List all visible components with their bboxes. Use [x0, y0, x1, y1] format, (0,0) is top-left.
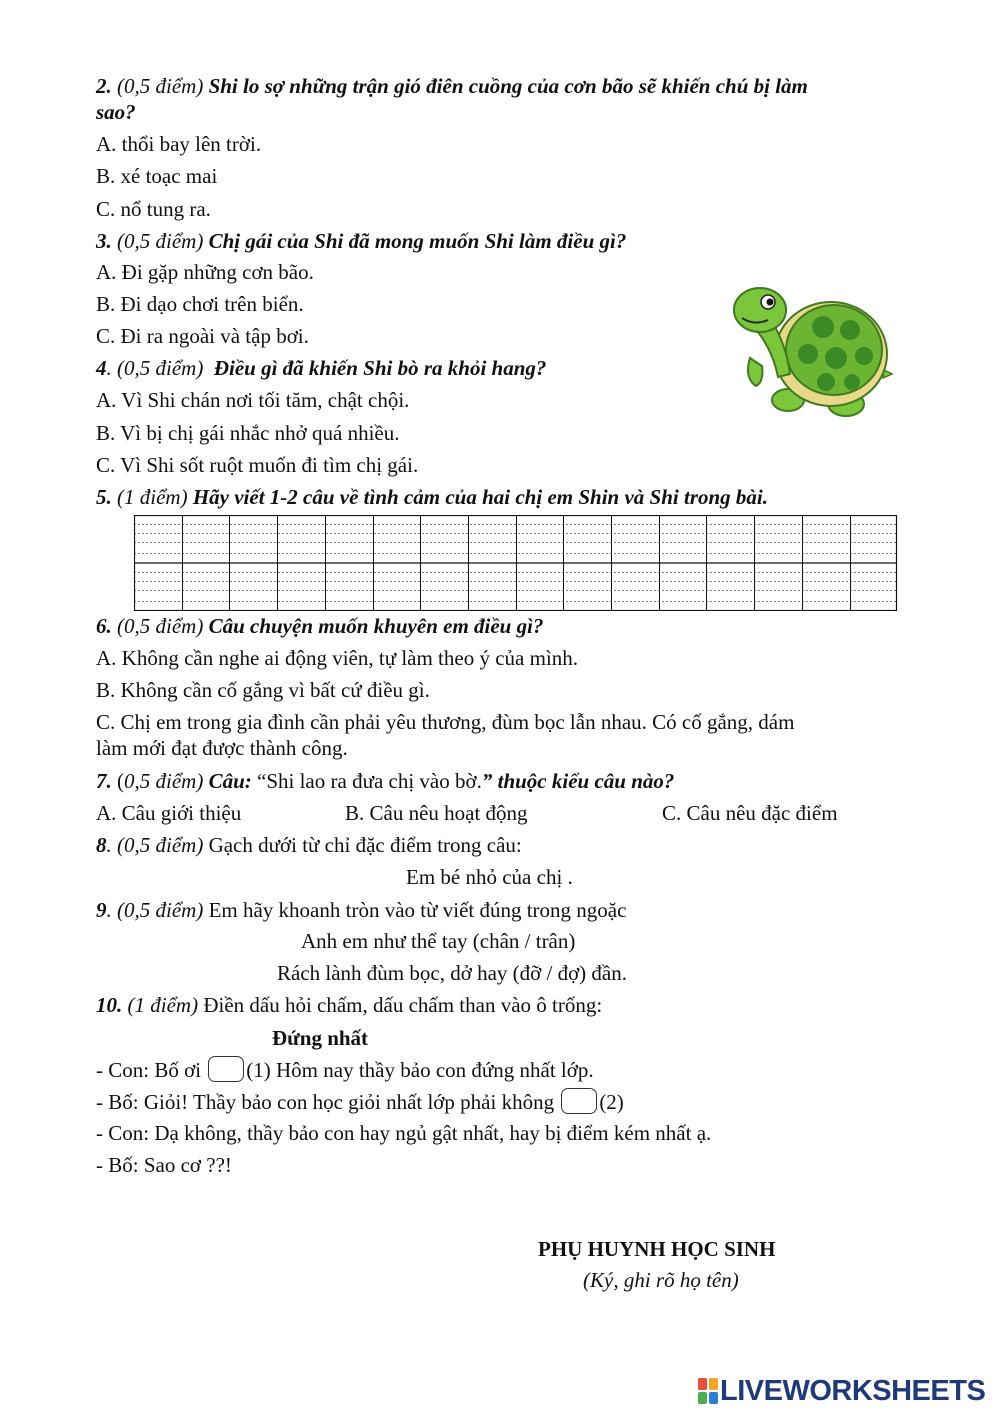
logo-block-red: [698, 1378, 707, 1390]
liveworksheets-logo-icon: [698, 1378, 718, 1404]
q8-points: . (0,5 điểm): [106, 833, 204, 857]
turtle-pupil: [767, 299, 774, 306]
q10-d1-pre: - Con: Bố ơi: [96, 1058, 202, 1082]
q8-text: Gạch dưới từ chỉ đặc điểm trong câu:: [208, 833, 522, 857]
q6-option-a[interactable]: A. Không cần nghe ai động viên, tự làm theo ý của mình.: [96, 646, 579, 670]
q10-number: 10.: [96, 993, 123, 1017]
q4-points: . (0,5 điểm): [106, 356, 204, 380]
turtle-arm: [748, 358, 762, 386]
q4-number: 4: [96, 356, 107, 380]
q10-text: Điền dấu hỏi chấm, dấu chấm than vào ô trống:: [203, 993, 603, 1017]
q10-dialogue-2: [96, 1088, 624, 1115]
logo-block-orange: [709, 1378, 718, 1390]
q9-points: . (0,5 điểm): [106, 898, 204, 922]
q10-heading: [96, 992, 602, 1018]
q6-points: (0,5 điểm): [117, 614, 204, 638]
q7-option-a[interactable]: A. Câu giới thiệu: [96, 801, 242, 825]
q10-d2-pre: - Bố: Giỏi! Thầy bảo con học giỏi nhất lớp phải không: [96, 1090, 555, 1114]
q5-number: 5.: [96, 485, 112, 509]
q10-dialogue-4: - Bố: Sao cơ ??!: [96, 1153, 232, 1177]
q4-option-b[interactable]: B. Vì bị chị gái nhắc nhở quá nhiều.: [96, 421, 400, 445]
q7-points-open: (: [117, 769, 124, 793]
q7-tail: thuộc kiểu câu nào?: [497, 769, 675, 793]
logo-block-blue: [709, 1392, 718, 1404]
q7-option-b[interactable]: B. Câu nêu hoạt động: [345, 801, 528, 825]
q8-heading: [96, 832, 522, 858]
q2-number: 2.: [96, 74, 112, 98]
turtle-shell-spot: [844, 374, 860, 390]
q10-d2-post: (2): [599, 1090, 624, 1114]
q7-option-c[interactable]: C. Câu nêu đặc điểm: [662, 801, 838, 825]
q4-option-c[interactable]: C. Vì Shi sốt ruột muốn đi tìm chị gái.: [96, 453, 419, 477]
q10-dialogue-1: [96, 1056, 594, 1083]
q3-text: Chị gái của Shi đã mong muốn Shi làm điều gì?: [208, 229, 627, 253]
q5-heading: [96, 484, 768, 510]
q10-dialogue-3: - Con: Dạ không, thầy bảo con hay ngủ gật nhất, hay bị điểm kém nhất ạ.: [96, 1121, 712, 1145]
q2-text: Shi lo sợ những trận gió điên cuồng của cơn bão sẽ khiến chú bị làm: [208, 74, 808, 98]
signature-title: PHỤ HUYNH HỌC SINH: [538, 1237, 776, 1261]
q3-option-a[interactable]: A. Đi gặp những cơn bão.: [96, 260, 314, 284]
writing-grid[interactable]: [134, 515, 898, 611]
q4-heading: [96, 355, 546, 381]
q7-points: 0,5 điểm): [124, 769, 204, 793]
signature-subtitle: (Ký, ghi rõ họ tên): [583, 1268, 739, 1292]
q9-line1[interactable]: Anh em như thể tay (chân / trân): [301, 929, 576, 953]
q7-quote: “Shi lao ra đưa chị vào bờ.: [257, 769, 482, 793]
q8-number: 8: [96, 833, 107, 857]
q9-text: Em hãy khoanh tròn vào từ viết đúng trong ngoặc: [208, 898, 627, 922]
q10-story-title: Đứng nhất: [272, 1026, 369, 1050]
q10-d1-post: (1) Hôm nay thầy bảo con đứng nhất lớp.: [246, 1058, 594, 1082]
q5-text: Hãy viết 1-2 câu về tình cảm của hai chị em Shin và Shi trong bài.: [192, 485, 769, 509]
q2-points: (0,5 điểm): [117, 74, 204, 98]
q10-blank-2[interactable]: [561, 1088, 597, 1114]
q2-text-line2: sao?: [96, 100, 136, 124]
q2-option-c[interactable]: C. nổ tung ra.: [96, 197, 211, 221]
q6-heading: [96, 613, 543, 639]
q3-heading: [96, 228, 626, 254]
turtle-shell-spot: [817, 373, 835, 391]
turtle-shell-spot: [855, 347, 873, 365]
q4-option-a[interactable]: A. Vì Shi chán nơi tối tăm, chật chội.: [96, 388, 410, 412]
q9-number: 9: [96, 898, 107, 922]
turtle-shell-spot: [798, 344, 818, 364]
q6-option-b[interactable]: B. Không cần cố gắng vì bất cứ điều gì.: [96, 678, 430, 702]
q7-label: Câu:: [208, 769, 252, 793]
q3-option-b[interactable]: B. Đi dạo chơi trên biển.: [96, 292, 304, 316]
q2-option-a[interactable]: A. thổi bay lên trời.: [96, 132, 262, 156]
turtle-shell-spot: [812, 316, 834, 338]
q3-option-c[interactable]: C. Đi ra ngoài và tập bơi.: [96, 324, 309, 348]
turtle-shell-spot: [825, 347, 847, 369]
q6-option-c-line2: làm mới đạt được thành công.: [96, 736, 348, 760]
q8-sentence[interactable]: Em bé nhỏ của chị .: [406, 865, 573, 889]
q6-number: 6.: [96, 614, 112, 638]
liveworksheets-logo-text: LIVEWORKSHEETS: [720, 1375, 986, 1407]
q10-points: (1 điểm): [127, 993, 199, 1017]
q9-line2[interactable]: Rách lành đùm bọc, dở hay (đỡ / đợ) đần.: [277, 961, 627, 985]
turtle-head: [734, 288, 786, 332]
q7-heading: [96, 768, 674, 794]
q6-text: Câu chuyện muốn khuyên em điều gì?: [208, 614, 544, 638]
q3-points: (0,5 điểm): [117, 229, 204, 253]
turtle-tail: [883, 370, 892, 378]
turtle-shell-spot: [840, 320, 860, 340]
q6-option-c[interactable]: C. Chị em trong gia đình cần phải yêu thương, đùm bọc lẫn nhau. Có cố gắng, dám: [96, 710, 795, 734]
q5-points: (1 điểm): [117, 485, 188, 509]
q3-number: 3.: [96, 229, 112, 253]
q9-heading: [96, 897, 626, 923]
q10-blank-1[interactable]: [208, 1056, 244, 1082]
logo-block-green: [698, 1392, 707, 1404]
turtle-illustration: [728, 282, 893, 427]
q2-option-b[interactable]: B. xé toạc mai: [96, 164, 218, 188]
q2-heading: [96, 73, 808, 99]
q7-close-quote: ”: [481, 769, 493, 793]
q7-number: 7.: [96, 769, 112, 793]
q4-text: Điều gì đã khiến Shi bò ra khỏi hang?: [213, 356, 547, 380]
